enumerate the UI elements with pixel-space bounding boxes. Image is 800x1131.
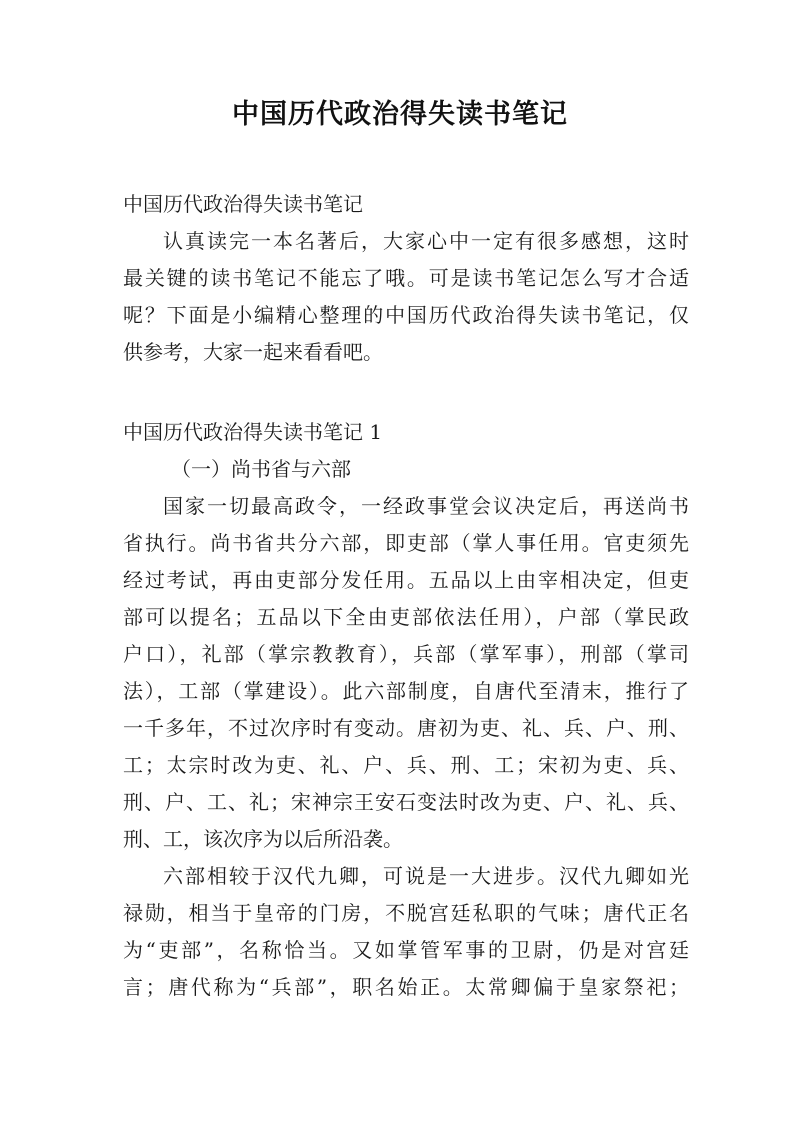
paragraph-line: 一千多年，不过次序时有变动。唐初为吏、礼、兵、户、刑、 xyxy=(123,716,689,740)
intro-line: 最关键的读书笔记不能忘了哦。可是读书笔记怎么写才合适 xyxy=(123,266,689,290)
paragraph-line: 省执行。尚书省共分六部，即吏部（掌人事任用。官吏须先 xyxy=(123,531,689,555)
section-heading: 中国历代政治得失读书笔记 1 xyxy=(123,420,383,444)
paragraph-line: 工；太宗时改为吏、礼、户、兵、刑、工；宋初为吏、兵、 xyxy=(123,753,689,777)
paragraph-line: 刑、工，该次序为以后所沿袭。 xyxy=(123,827,403,851)
document-title: 中国历代政治得失读书笔记 xyxy=(232,99,568,130)
subtitle-block xyxy=(123,186,689,223)
subsection-heading-block xyxy=(123,451,689,488)
intro-line: 呢？下面是小编精心整理的中国历代政治得失读书笔记，仅 xyxy=(123,303,689,327)
intro-line: 认真读完一本名著后，大家心中一定有很多感想，这时 xyxy=(163,229,689,253)
paragraph-line: 户口），礼部（掌宗教教育），兵部（掌军事），刑部（掌司 xyxy=(123,642,689,666)
paragraph-2 xyxy=(123,858,689,1006)
paragraph-line: 法），工部（掌建设）。此六部制度，自唐代至清末，推行了 xyxy=(123,679,689,703)
subsection-heading: （一）尚书省与六部 xyxy=(171,457,351,481)
paragraph-line: 禄勋，相当于皇帝的门房，不脱宫廷私职的气味；唐代正名 xyxy=(123,901,689,925)
subtitle: 中国历代政治得失读书笔记 xyxy=(123,192,363,216)
paragraph-line: 为“吏部”，名称恰当。又如掌管军事的卫尉，仍是对宫廷 xyxy=(123,938,689,962)
paragraph-line: 部可以提名；五品以下全由吏部依法任用），户部（掌民政 xyxy=(123,605,689,629)
intro-paragraph xyxy=(123,223,689,371)
intro-line: 供参考，大家一起来看看吧。 xyxy=(123,340,383,364)
paragraph-line: 六部相较于汉代九卿，可说是一大进步。汉代九卿如光 xyxy=(163,864,689,888)
section-heading-block xyxy=(123,414,689,451)
paragraph-line: 经过考试，再由吏部分发任用。五品以上由宰相决定，但吏 xyxy=(123,568,689,592)
paragraph-1 xyxy=(123,488,689,858)
paragraph-line: 国家一切最高政令，一经政事堂会议决定后，再送尚书 xyxy=(163,494,689,518)
paragraph-line: 言；唐代称为“兵部”，职名始正。太常卿偏于皇家祭祀； xyxy=(123,975,689,999)
paragraph-line: 刑、户、工、礼；宋神宗王安石变法时改为吏、户、礼、兵、 xyxy=(123,790,689,814)
